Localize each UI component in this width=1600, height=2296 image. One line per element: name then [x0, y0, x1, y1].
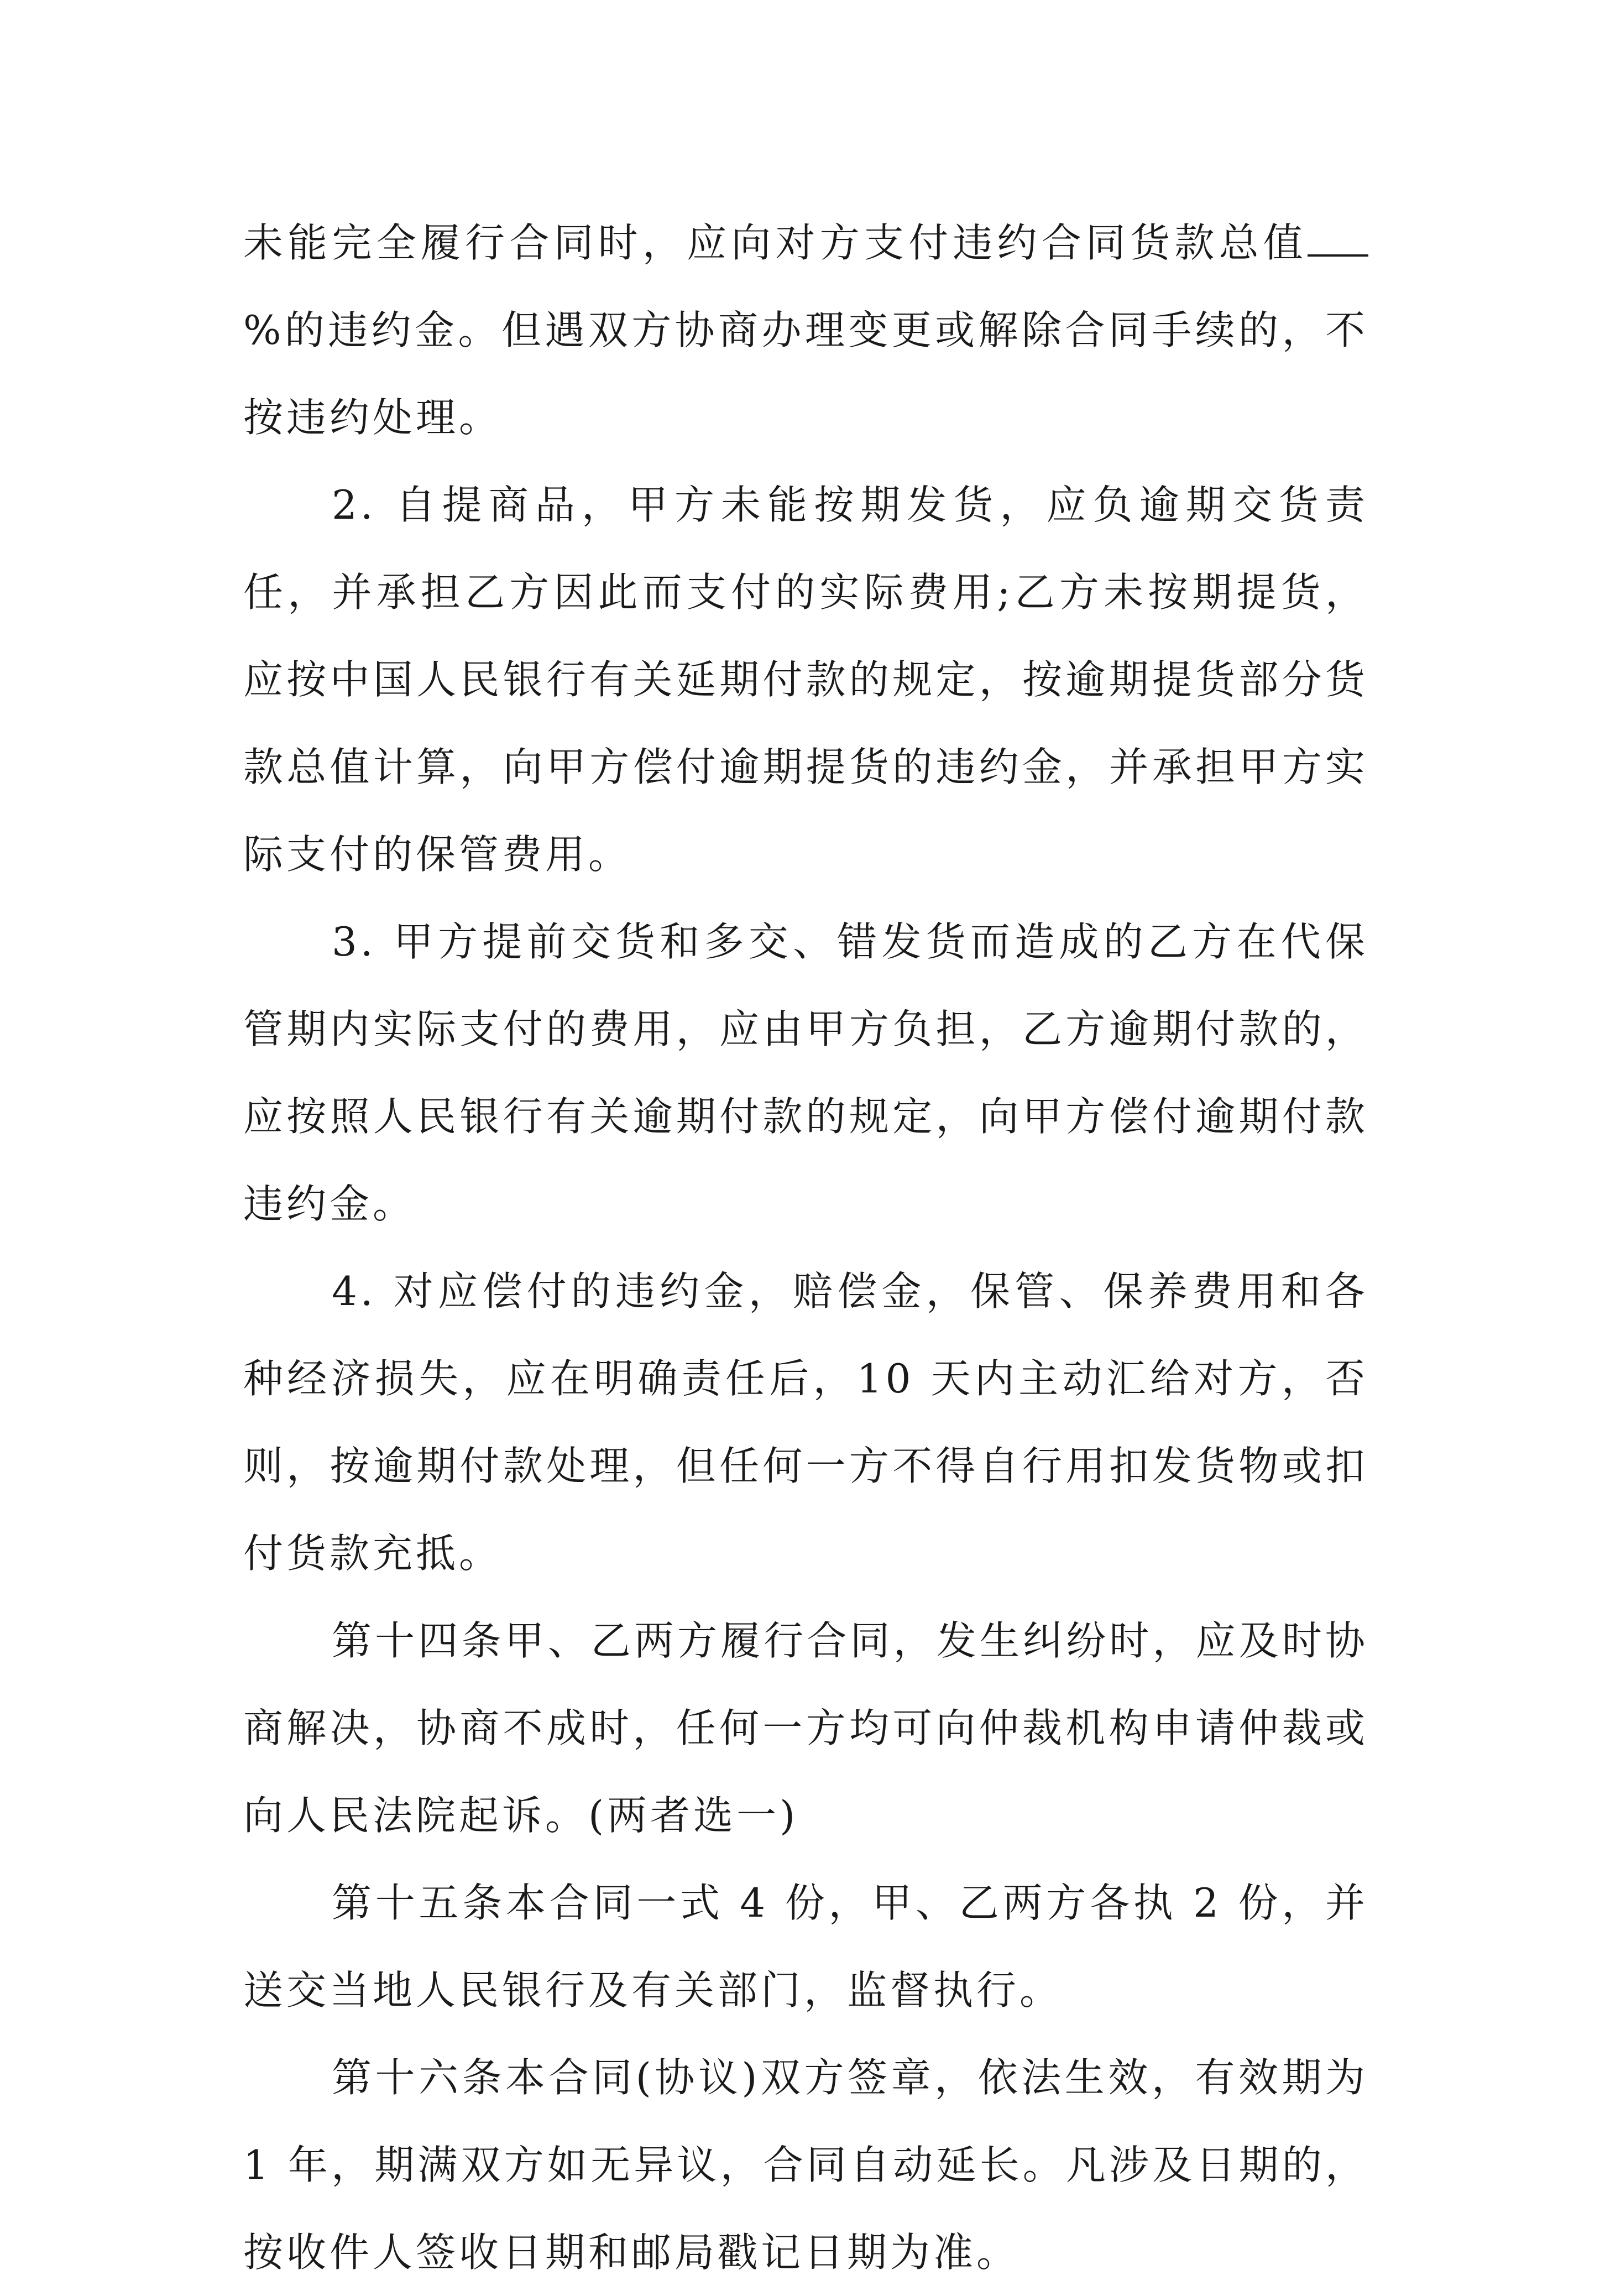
article-16: 第十六条本合同(协议)双方签章，依法生效，有效期为 1 年，期满双方如无异议，合同自动延长。凡涉及日期的，按收件人签收日期和邮局戳记日期为准。: [243, 2054, 1368, 2276]
paragraph-3: 3. 甲方提前交货和多交、错发货而造成的乙方在代保管期内实际支付的费用，应由甲方负担，乙方逾期付款的，应按照人民银行有关逾期付款的规定，向甲方偿付逾期付款违约金。: [243, 919, 1368, 1227]
paragraph-1-text-a: 未能完全履行合同时，应向对方支付违约合同货款总值: [243, 220, 1308, 266]
paragraph-2: 2. 自提商品，甲方未能按期发货，应负逾期交货责任，并承担乙方因此而支付的实际费用;乙方未按期提货，应按中国人民银行有关延期付款的规定，按逾期提货部分货款总值计算，向甲方偿付逾期提货的违约金，并承担甲方实际支付的保管费用。: [243, 482, 1368, 878]
paragraph-1: [243, 199, 1368, 461]
article-14: 第十四条甲、乙两方履行合同，发生纠纷时，应及时协商解决，协商不成时，任何一方均可向仲裁机构申请仲裁或向人民法院起诉。(两者选一): [243, 1617, 1368, 1839]
article-15: 第十五条本合同一式 4 份，甲、乙两方各执 2 份，并送交当地人民银行及有关部门，监督执行。: [243, 1880, 1368, 2013]
fill-in-blank: [1308, 221, 1368, 257]
paragraph-4: 4. 对应偿付的违约金，赔偿金，保管、保养费用和各种经济损失，应在明确责任后，10 天内主动汇给对方，否则，按逾期付款处理，但任何一方不得自行用扣发货物或扣付货款充抵。: [243, 1268, 1368, 1577]
paragraph-1-text-b: %的违约金。但遇双方协商办理变更或解除合同手续的，不按违约处理。: [243, 307, 1368, 441]
contract-body: [243, 199, 1368, 2296]
